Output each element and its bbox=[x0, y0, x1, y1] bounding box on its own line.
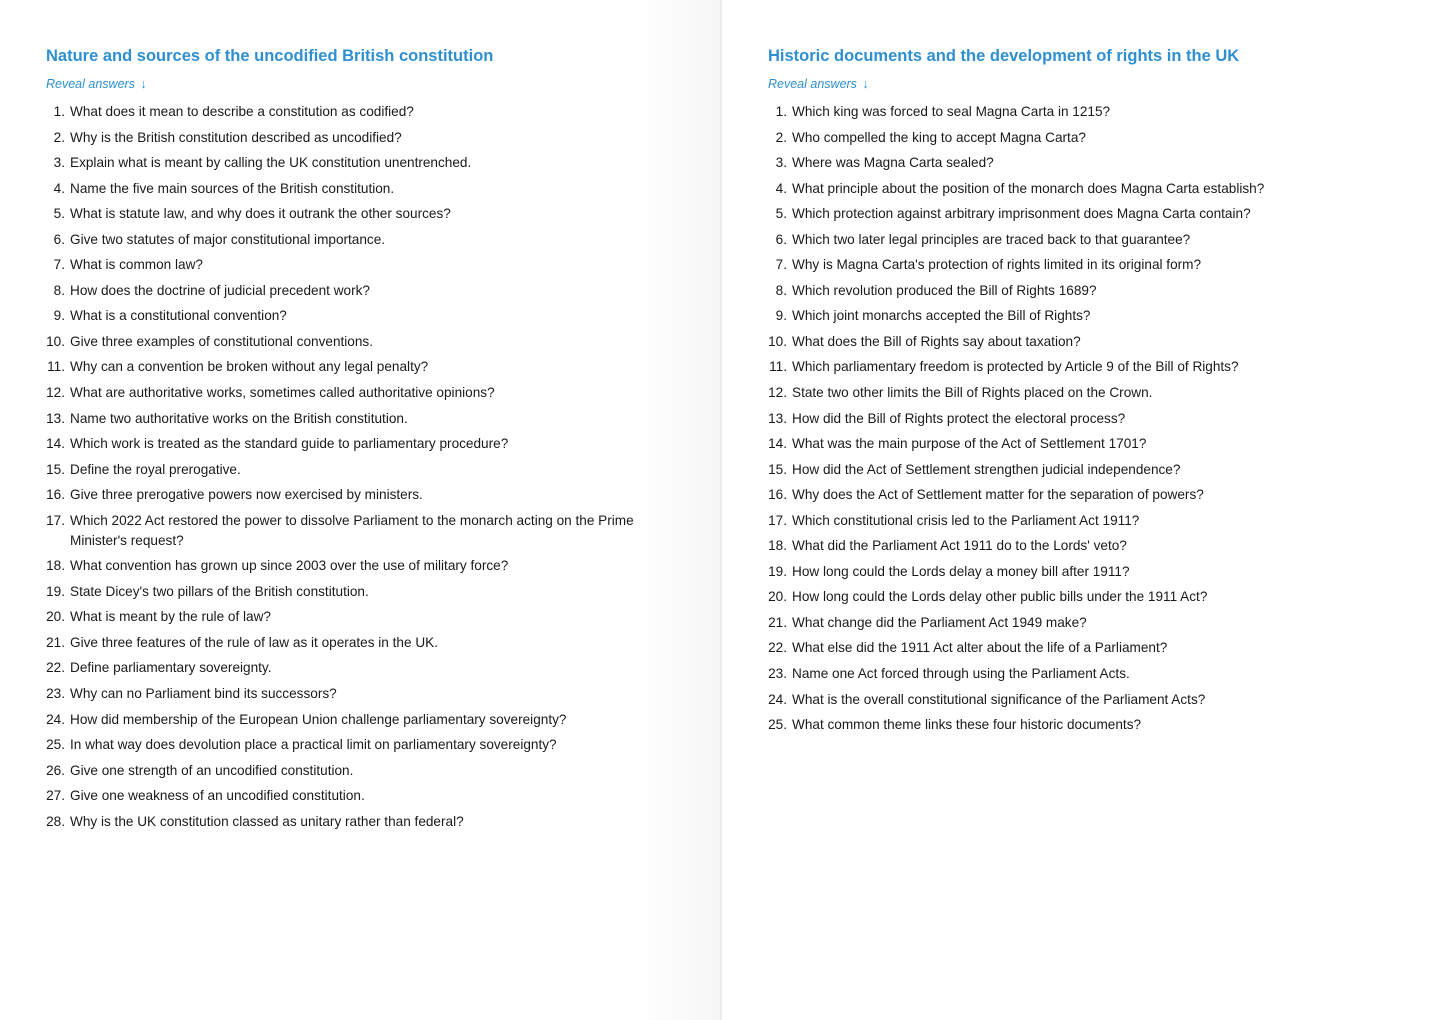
question-text: How did membership of the European Union challenge parliamentary sovereignty? bbox=[70, 711, 567, 727]
question-number: 6. bbox=[53, 231, 65, 247]
question-number: 12. bbox=[768, 385, 787, 401]
question-text: Give one weakness of an uncodified constitution. bbox=[70, 788, 365, 804]
question-text: What was the main purpose of the Act of Settlement 1701? bbox=[792, 436, 1147, 452]
question-item bbox=[768, 204, 1388, 224]
question-number: 26. bbox=[46, 762, 65, 778]
question-text: How does the doctrine of judicial precedent work? bbox=[70, 282, 370, 298]
question-item bbox=[46, 434, 636, 454]
question-number: 28. bbox=[46, 813, 65, 829]
question-text: Which revolution produced the Bill of Rights 1689? bbox=[792, 282, 1097, 298]
question-number: 17. bbox=[46, 512, 65, 528]
question-item bbox=[46, 511, 636, 551]
question-number: 23. bbox=[46, 686, 65, 702]
question-item bbox=[768, 332, 1388, 352]
arrow-down-icon: ↓ bbox=[862, 77, 869, 91]
question-number: 9. bbox=[775, 308, 787, 324]
question-item bbox=[768, 281, 1388, 301]
question-item bbox=[46, 102, 636, 122]
question-number: 7. bbox=[53, 257, 65, 273]
question-number: 14. bbox=[768, 436, 787, 452]
reveal-answers-link[interactable] bbox=[46, 76, 147, 92]
question-text: Which 2022 Act restored the power to dissolve Parliament to the monarch acting on the Prime Minister's request? bbox=[70, 512, 634, 548]
section-title: Historic documents and the development of rights in the UK bbox=[768, 47, 1240, 65]
question-item bbox=[768, 511, 1388, 531]
question-number: 3. bbox=[775, 155, 787, 171]
question-item bbox=[768, 690, 1388, 710]
question-item bbox=[768, 357, 1388, 377]
question-item bbox=[46, 409, 636, 429]
question-number: 19. bbox=[46, 583, 65, 599]
question-item bbox=[46, 633, 636, 653]
question-text: Give three features of the rule of law as it operates in the UK. bbox=[70, 634, 438, 650]
question-number: 15. bbox=[46, 461, 65, 477]
question-item bbox=[46, 332, 636, 352]
question-text: Which work is treated as the standard guide to parliamentary procedure? bbox=[70, 436, 509, 452]
question-number: 20. bbox=[768, 589, 787, 605]
question-item bbox=[46, 306, 636, 326]
question-text: Which parliamentary freedom is protected by Article 9 of the Bill of Rights? bbox=[792, 359, 1239, 375]
question-item bbox=[768, 383, 1388, 403]
reveal-answers-label: Reveal answers bbox=[46, 77, 135, 91]
question-item bbox=[768, 613, 1388, 633]
question-item bbox=[768, 255, 1388, 275]
question-item bbox=[46, 607, 636, 627]
question-item bbox=[46, 761, 636, 781]
question-item bbox=[768, 664, 1388, 684]
question-text: What else did the 1911 Act alter about the life of a Parliament? bbox=[792, 640, 1168, 656]
question-item bbox=[768, 102, 1388, 122]
question-number: 2. bbox=[775, 129, 787, 145]
question-text: In what way does devolution place a practical limit on parliamentary sovereignty? bbox=[70, 737, 557, 753]
question-text: Why can no Parliament bind its successors? bbox=[70, 686, 337, 702]
question-text: What is common law? bbox=[70, 257, 203, 273]
section-historic-documents bbox=[722, 0, 1444, 1020]
question-text: What is a constitutional convention? bbox=[70, 308, 287, 324]
question-text: Where was Magna Carta sealed? bbox=[792, 155, 994, 171]
question-item bbox=[768, 434, 1388, 454]
question-number: 8. bbox=[53, 282, 65, 298]
question-number: 23. bbox=[768, 666, 787, 682]
question-number: 12. bbox=[46, 385, 65, 401]
question-number: 1. bbox=[53, 104, 65, 119]
question-text: What principle about the position of the monarch does Magna Carta establish? bbox=[792, 180, 1265, 196]
question-item bbox=[768, 128, 1388, 148]
question-number: 11. bbox=[47, 359, 65, 375]
question-text: What are authoritative works, sometimes called authoritative opinions? bbox=[70, 385, 495, 401]
question-text: How long could the Lords delay a money bill after 1911? bbox=[792, 563, 1130, 579]
question-text: Name two authoritative works on the British constitution. bbox=[70, 410, 408, 426]
question-list bbox=[768, 102, 1388, 735]
question-number: 18. bbox=[46, 558, 65, 574]
question-text: How did the Bill of Rights protect the electoral process? bbox=[792, 410, 1126, 426]
question-number: 8. bbox=[775, 282, 787, 298]
question-item bbox=[768, 587, 1388, 607]
question-number: 25. bbox=[46, 737, 65, 753]
question-number: 4. bbox=[775, 180, 787, 196]
question-item bbox=[46, 255, 636, 275]
question-text: Why is the British constitution described as uncodified? bbox=[70, 129, 402, 145]
question-item bbox=[46, 485, 636, 505]
question-item bbox=[46, 582, 636, 602]
question-number: 5. bbox=[53, 206, 65, 222]
question-number: 17. bbox=[768, 512, 787, 528]
section-title: Nature and sources of the uncodified British constitution bbox=[46, 47, 494, 65]
question-number: 21. bbox=[768, 614, 787, 630]
question-number: 25. bbox=[768, 717, 787, 733]
section-uncodified-constitution bbox=[0, 0, 722, 1020]
question-text: Why does the Act of Settlement matter for the separation of powers? bbox=[792, 487, 1204, 503]
question-number: 10. bbox=[768, 333, 787, 349]
question-number: 2. bbox=[53, 129, 65, 145]
question-text: What change did the Parliament Act 1949 make? bbox=[792, 614, 1087, 630]
question-text: Who compelled the king to accept Magna Carta? bbox=[792, 129, 1086, 145]
question-item bbox=[768, 409, 1388, 429]
question-number: 13. bbox=[768, 410, 787, 426]
question-text: Give one strength of an uncodified constitution. bbox=[70, 762, 354, 778]
question-number: 19. bbox=[768, 563, 787, 579]
question-item bbox=[46, 684, 636, 704]
question-text: Give three prerogative powers now exercised by ministers. bbox=[70, 487, 423, 503]
question-number: 22. bbox=[768, 640, 787, 656]
question-text: What is statute law, and why does it outrank the other sources? bbox=[70, 206, 451, 222]
question-text: State Dicey's two pillars of the British constitution. bbox=[70, 583, 369, 599]
question-number: 21. bbox=[46, 634, 65, 650]
question-item bbox=[46, 179, 636, 199]
question-item bbox=[768, 306, 1388, 326]
question-item bbox=[46, 812, 636, 832]
question-number: 11. bbox=[769, 359, 787, 375]
reveal-answers-label: Reveal answers bbox=[768, 77, 857, 91]
question-number: 3. bbox=[53, 155, 65, 171]
question-item bbox=[768, 485, 1388, 505]
question-text: Which joint monarchs accepted the Bill of Rights? bbox=[792, 308, 1091, 324]
question-item bbox=[768, 638, 1388, 658]
question-item bbox=[768, 460, 1388, 480]
question-number: 5. bbox=[775, 206, 787, 222]
question-item bbox=[768, 179, 1388, 199]
question-item bbox=[46, 230, 636, 250]
question-number: 4. bbox=[53, 180, 65, 196]
question-text: Which two later legal principles are traced back to that guarantee? bbox=[792, 231, 1191, 247]
question-text: Name one Act forced through using the Parliament Acts. bbox=[792, 666, 1130, 682]
question-number: 13. bbox=[46, 410, 65, 426]
question-text: Define the royal prerogative. bbox=[70, 461, 241, 477]
question-text: What common theme links these four historic documents? bbox=[792, 717, 1142, 733]
question-text: Why is Magna Carta's protection of rights limited in its original form? bbox=[792, 257, 1202, 273]
question-item bbox=[768, 153, 1388, 173]
question-item bbox=[46, 710, 636, 730]
question-number: 16. bbox=[768, 487, 787, 503]
question-item bbox=[46, 281, 636, 301]
question-item bbox=[768, 230, 1388, 250]
question-number: 22. bbox=[46, 660, 65, 676]
question-item bbox=[768, 562, 1388, 582]
question-item bbox=[768, 536, 1388, 556]
question-text: Which king was forced to seal Magna Carta in 1215? bbox=[792, 104, 1111, 119]
question-item bbox=[46, 204, 636, 224]
question-item bbox=[46, 153, 636, 173]
question-number: 20. bbox=[46, 609, 65, 625]
question-text: What is the overall constitutional significance of the Parliament Acts? bbox=[792, 691, 1206, 707]
question-item bbox=[46, 658, 636, 678]
question-item bbox=[46, 786, 636, 806]
reveal-answers-link[interactable] bbox=[768, 76, 869, 92]
question-number: 24. bbox=[46, 711, 65, 727]
question-text: How long could the Lords delay other public bills under the 1911 Act? bbox=[792, 589, 1208, 605]
question-item bbox=[46, 556, 636, 576]
question-number: 15. bbox=[768, 461, 787, 477]
question-text: What did the Parliament Act 1911 do to the Lords' veto? bbox=[792, 538, 1127, 554]
question-text: Why can a convention be broken without any legal penalty? bbox=[70, 359, 429, 375]
arrow-down-icon: ↓ bbox=[140, 77, 147, 91]
question-text: What does it mean to describe a constitution as codified? bbox=[70, 104, 414, 119]
question-text: Why is the UK constitution classed as unitary rather than federal? bbox=[70, 813, 464, 829]
question-text: State two other limits the Bill of Rights placed on the Crown. bbox=[792, 385, 1153, 401]
question-number: 24. bbox=[768, 691, 787, 707]
question-number: 7. bbox=[775, 257, 787, 273]
question-number: 6. bbox=[775, 231, 787, 247]
question-number: 9. bbox=[53, 308, 65, 324]
question-text: What convention has grown up since 2003 over the use of military force? bbox=[70, 558, 509, 574]
question-item bbox=[46, 460, 636, 480]
question-list bbox=[46, 102, 636, 832]
question-text: How did the Act of Settlement strengthen judicial independence? bbox=[792, 461, 1181, 477]
question-text: Define parliamentary sovereignty. bbox=[70, 660, 272, 676]
question-text: Which protection against arbitrary imprisonment does Magna Carta contain? bbox=[792, 206, 1251, 222]
question-item bbox=[46, 357, 636, 377]
question-item bbox=[46, 128, 636, 148]
question-item bbox=[46, 383, 636, 403]
question-number: 18. bbox=[768, 538, 787, 554]
question-text: Give three examples of constitutional conventions. bbox=[70, 333, 374, 349]
question-text: Which constitutional crisis led to the Parliament Act 1911? bbox=[792, 512, 1140, 528]
question-text: What does the Bill of Rights say about taxation? bbox=[792, 333, 1081, 349]
question-number: 16. bbox=[46, 487, 65, 503]
question-item bbox=[768, 715, 1388, 735]
question-number: 10. bbox=[46, 333, 65, 349]
question-text: Name the five main sources of the British constitution. bbox=[70, 180, 395, 196]
question-number: 14. bbox=[46, 436, 65, 452]
question-number: 1. bbox=[775, 104, 787, 119]
question-item bbox=[46, 735, 636, 755]
question-text: Explain what is meant by calling the UK constitution unentrenched. bbox=[70, 155, 472, 171]
question-number: 27. bbox=[46, 788, 65, 804]
question-text: What is meant by the rule of law? bbox=[70, 609, 271, 625]
question-text: Give two statutes of major constitutional importance. bbox=[70, 231, 386, 247]
